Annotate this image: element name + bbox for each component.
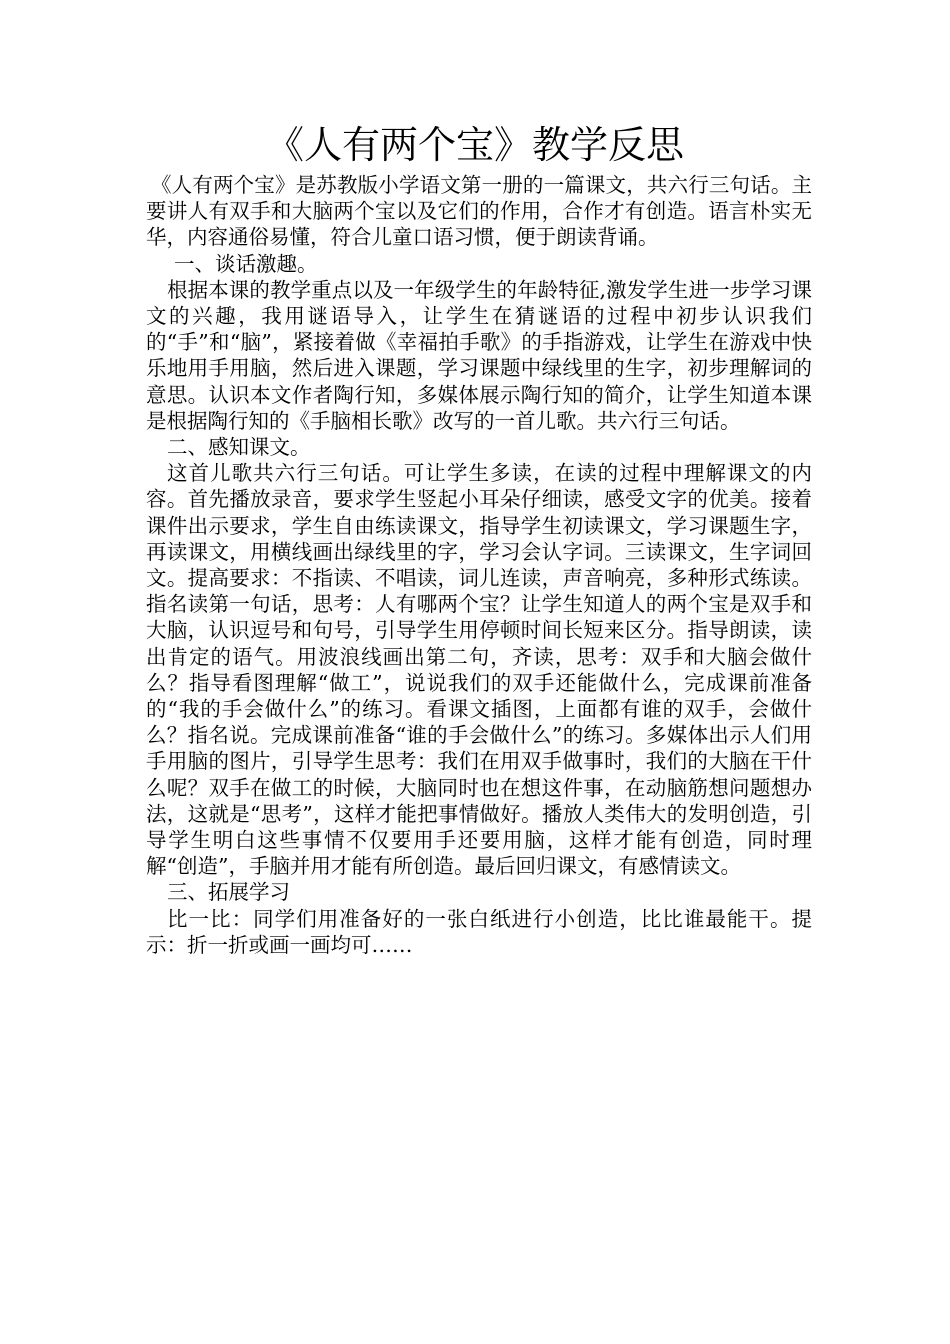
section-paragraph-2: 这首儿歌共六行三句话。可让学生多读，在读的过程中理解课文的内容。首先播放录音，要求学生竖起小耳朵仔细读，感受文字的优美。接着课件出示要求，学生自由练读课文，指导学生初读课文，学习课题生字，再读课文，用横线画出绿线里的字，学习会认字词。三读课文，生字词回文。提高要求：不指读、不唱读，词儿连读，声音响亮，多种形式练读。指名读第一句话，思考：人有哪两个宝？让学生知道人的两个宝是双手和大脑，认识逗号和句号，引导学生用停顿时间长短来区分。指导朗读，读出肯定的语气。用波浪线画出第二句，齐读，思考：双手和大脑会做什么？指导看图理解“做工”，说说我们的双手还能做什么，完成课前准备的“我的手会做什么”的练习。看课文插图，上面都有谁的双手，会做什么？指名说。完成课前准备“谁的手会做什么”的练习。多媒体出示人们用手用脑的图片，引导学生思考：我们在用双手做事时，我们的大脑在干什么呢？双手在做工的时候，大脑同时也在想这件事，在动脑筋想问题想办法，这就是“思考”，这样才能把事情做好。播放人类伟大的发明创造，引导学生明白这些事情不仅要用手还要用脑，这样才能有创造，同时理解“创造”，手脑并用才能有所创造。最后回归课文，有感情读文。: [146, 461, 812, 879]
document-title: 《人有两个宝》教学反思: [265, 123, 684, 167]
section-paragraph-3: 比一比：同学们用准备好的一张白纸进行小创造，比比谁最能干。提示：折一折或画一画均可……: [146, 906, 812, 957]
document-body: [146, 172, 812, 958]
intro-paragraph: 《人有两个宝》是苏教版小学语文第一册的一篇课文，共六行三句话。主要讲人有双手和大脑两个宝以及它们的作用，合作才有创造。语言朴实无华，内容通俗易懂，符合儿童口语习惯，便于朗读背诵。: [146, 173, 812, 250]
section-paragraph-1: 根据本课的教学重点以及一年级学生的年龄特征,激发学生进一步学习课文的兴趣，我用谜语导入，让学生在猜谜语的过程中初步认识我们的“手”和“脑”，紧接着做《幸福拍手歌》的手指游戏，让学生在游戏中快乐地用手用脑，然后进入课题，学习课题中绿线里的生字，初步理解词的意思。认识本文作者陶行知，多媒体展示陶行知的简介，让学生知道本课是根据陶行知的《手脑相长歌》改写的一首儿歌。共六行三句话。: [146, 277, 812, 433]
section-heading-2: 二、感知课文。: [167, 435, 311, 460]
section-heading-3: 三、拓展学习: [167, 880, 290, 905]
section-heading-1: 一、谈话激趣。: [174, 251, 318, 276]
